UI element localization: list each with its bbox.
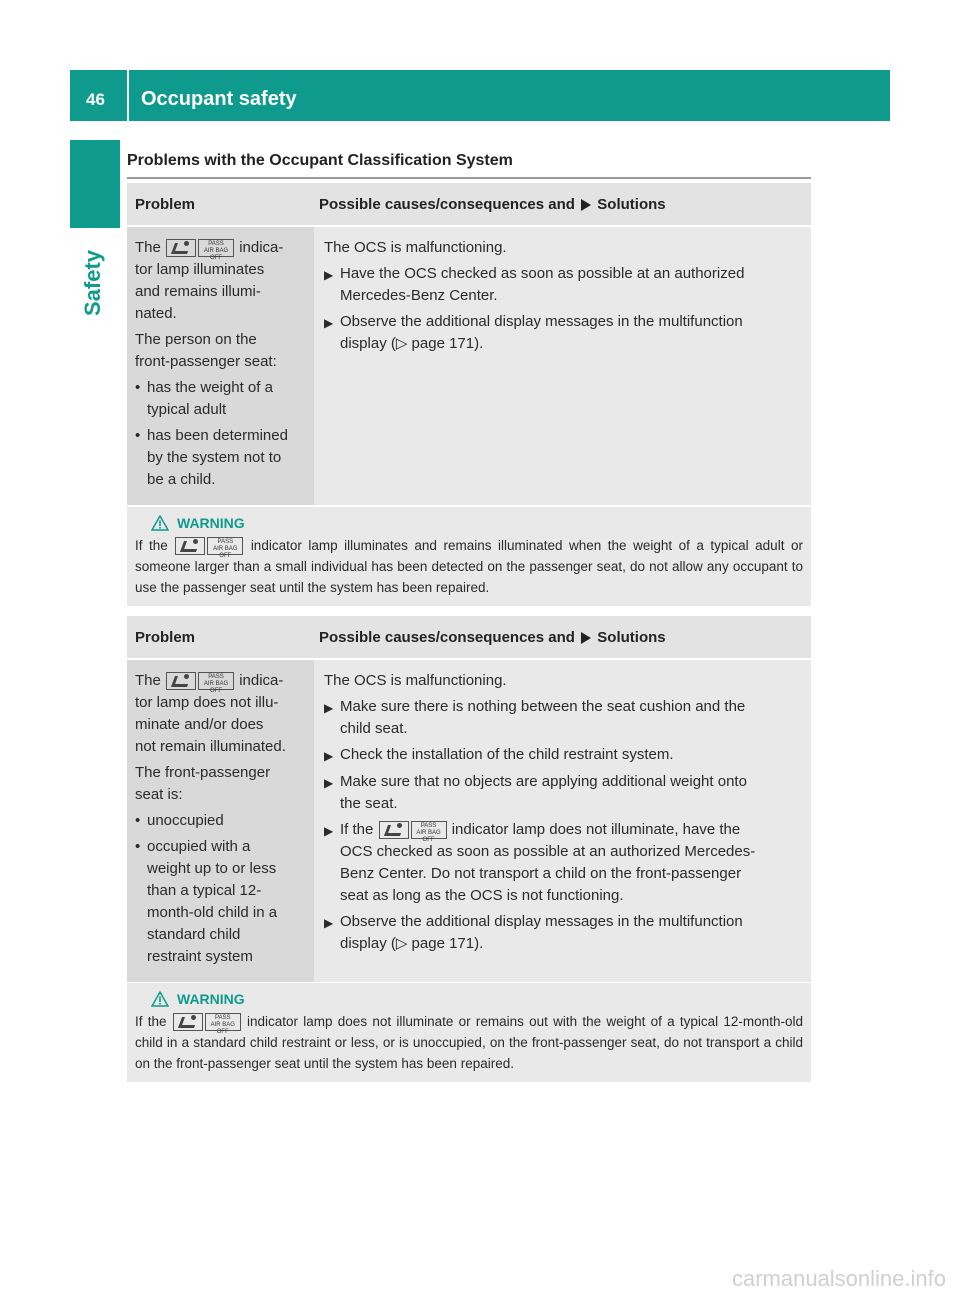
list-item: • occupied with a weight up to or less than a typical 12- month-old child in a standard child restraint system bbox=[135, 838, 278, 965]
column-header-problem: Problem bbox=[135, 195, 196, 213]
warning-label: WARNING bbox=[177, 991, 245, 1007]
action-arrow-icon bbox=[581, 632, 591, 644]
column-header-problem: Problem bbox=[135, 628, 196, 646]
list-item: • has been determined by the system not to be a child. bbox=[135, 427, 288, 488]
warning-label: WARNING bbox=[177, 515, 245, 531]
section-rule bbox=[127, 177, 811, 179]
page-reference-link[interactable]: display (▷ page 171). bbox=[340, 335, 484, 352]
seat-occupant-icon bbox=[166, 239, 196, 257]
column-header-solutions: Possible causes/consequences and Solutions bbox=[319, 195, 666, 213]
table-header bbox=[127, 183, 811, 225]
problem-cell: The PASS AIR BAG OFF indica- tor lamp does not illu- minate and/or does not remain illuminated. The front-passenger seat is: • unoccupied • occupied with a weight up to or less than a typical 12- month-old child in a standard child restraint system bbox=[127, 660, 314, 982]
warning-box-2 bbox=[127, 983, 811, 1082]
watermark: carmanualsonline.info bbox=[731, 1266, 946, 1291]
pass-airbag-off-icon: PASS AIR BAG OFF bbox=[411, 821, 447, 839]
warning-triangle-icon bbox=[151, 515, 169, 531]
seat-occupant-icon bbox=[379, 821, 409, 839]
header-divider bbox=[127, 70, 129, 121]
side-tab-block bbox=[70, 140, 120, 228]
warning-triangle-icon bbox=[151, 991, 169, 1007]
list-item: ▶ Check the installation of the child restraint system. bbox=[324, 746, 674, 763]
list-item: ▶ Have the OCS checked as soon as possible at an authorized Mercedes-Benz Center. bbox=[324, 265, 745, 304]
warning-text: If the PASS AIR BAG OFF indicator lamp illuminates and remains illuminated when the weight of a typical adult or someone larger than a small individual has been detected on the passenger seat, do not allow any occupant to use the passenger seat until the system has been repaired. bbox=[135, 538, 803, 595]
section-title: Problems with the Occupant Classification System bbox=[127, 152, 513, 169]
page-number: 46 bbox=[86, 90, 105, 109]
pass-airbag-off-icon: PASS AIR BAG OFF bbox=[205, 1013, 241, 1031]
page-title: Occupant safety bbox=[141, 88, 297, 110]
seat-occupant-icon bbox=[166, 672, 196, 690]
warning-box-1 bbox=[127, 507, 811, 606]
side-tab-label: Safety bbox=[80, 249, 105, 316]
seat-occupant-icon bbox=[173, 1013, 203, 1031]
table-row bbox=[127, 227, 811, 505]
list-item: ▶ Observe the additional display messages in the multifunction display (▷ page 171). bbox=[324, 313, 743, 352]
solution-cell: The OCS is malfunctioning. ▶ Have the OCS checked as soon as possible at an authorized Mercedes-Benz Center. ▶ Observe the additional display messages in the multifunction display (▷ page 171). bbox=[314, 227, 811, 505]
page-reference-link[interactable]: display (▷ page 171). bbox=[340, 935, 484, 952]
pass-airbag-off-icon: PASS AIR BAG OFF bbox=[198, 672, 234, 690]
table-row bbox=[127, 660, 811, 982]
list-item: ▶ Observe the additional display messages in the multifunction display (▷ page 171). bbox=[324, 913, 743, 952]
problem-table-1 bbox=[127, 183, 811, 505]
list-item: ▶ Make sure there is nothing between the seat cushion and the child seat. bbox=[324, 698, 746, 737]
action-arrow-icon bbox=[581, 199, 591, 211]
problem-cell: The PASS AIR BAG OFF indica- tor lamp illuminates and remains illumi- nated. The person on the front-passenger seat: • has the weight of a typical adult • has been determined by the system not to be a child. bbox=[127, 227, 314, 505]
warning-text: If the PASS AIR BAG OFF indicator lamp does not illuminate or remains out with the weight of a typical 12-month-old child in a standard child restraint or less, or is unoccupied, on the front-passenger seat, do not transport a child on the front-passenger seat until the system has been repaired. bbox=[135, 1014, 803, 1071]
pass-airbag-off-icon: PASS AIR BAG OFF bbox=[207, 537, 243, 555]
list-item: ▶ If the PASS AIR BAG OFF indicator lamp does not illuminate, have the OCS checked as soon as possible at an authorized Mercedes- Benz Center. Do not transport a child on the front-passenger seat as long as the OCS is not functioning. bbox=[324, 821, 756, 904]
list-item: • unoccupied bbox=[135, 812, 224, 829]
list-item: ▶ Make sure that no objects are applying additional weight onto the seat. bbox=[324, 773, 747, 812]
seat-occupant-icon bbox=[175, 537, 205, 555]
solution-cell: The OCS is malfunctioning. ▶ Make sure there is nothing between the seat cushion and the child seat. ▶ Check the installation of the child restraint system. ▶ Make sure that no objects are applying additional weight onto the seat. ▶ If the PASS AIR BAG OFF indicator lamp does not illuminate, have the OCS checked as soon as possible at an authorized Mercedes- Benz Center. Do not transport a child on the front-passenger seat as long as the OCS is not functioning. ▶ Observe the additional display messages in the multifunction display (▷ page 171). bbox=[314, 660, 811, 982]
pass-airbag-off-icon: PASS AIR BAG OFF bbox=[198, 239, 234, 257]
side-tab bbox=[70, 228, 120, 328]
problem-table-2 bbox=[127, 616, 811, 982]
list-item: • has the weight of a typical adult bbox=[135, 379, 273, 418]
column-header-solutions: Possible causes/consequences and Solutions bbox=[319, 628, 666, 646]
table-header bbox=[127, 616, 811, 658]
